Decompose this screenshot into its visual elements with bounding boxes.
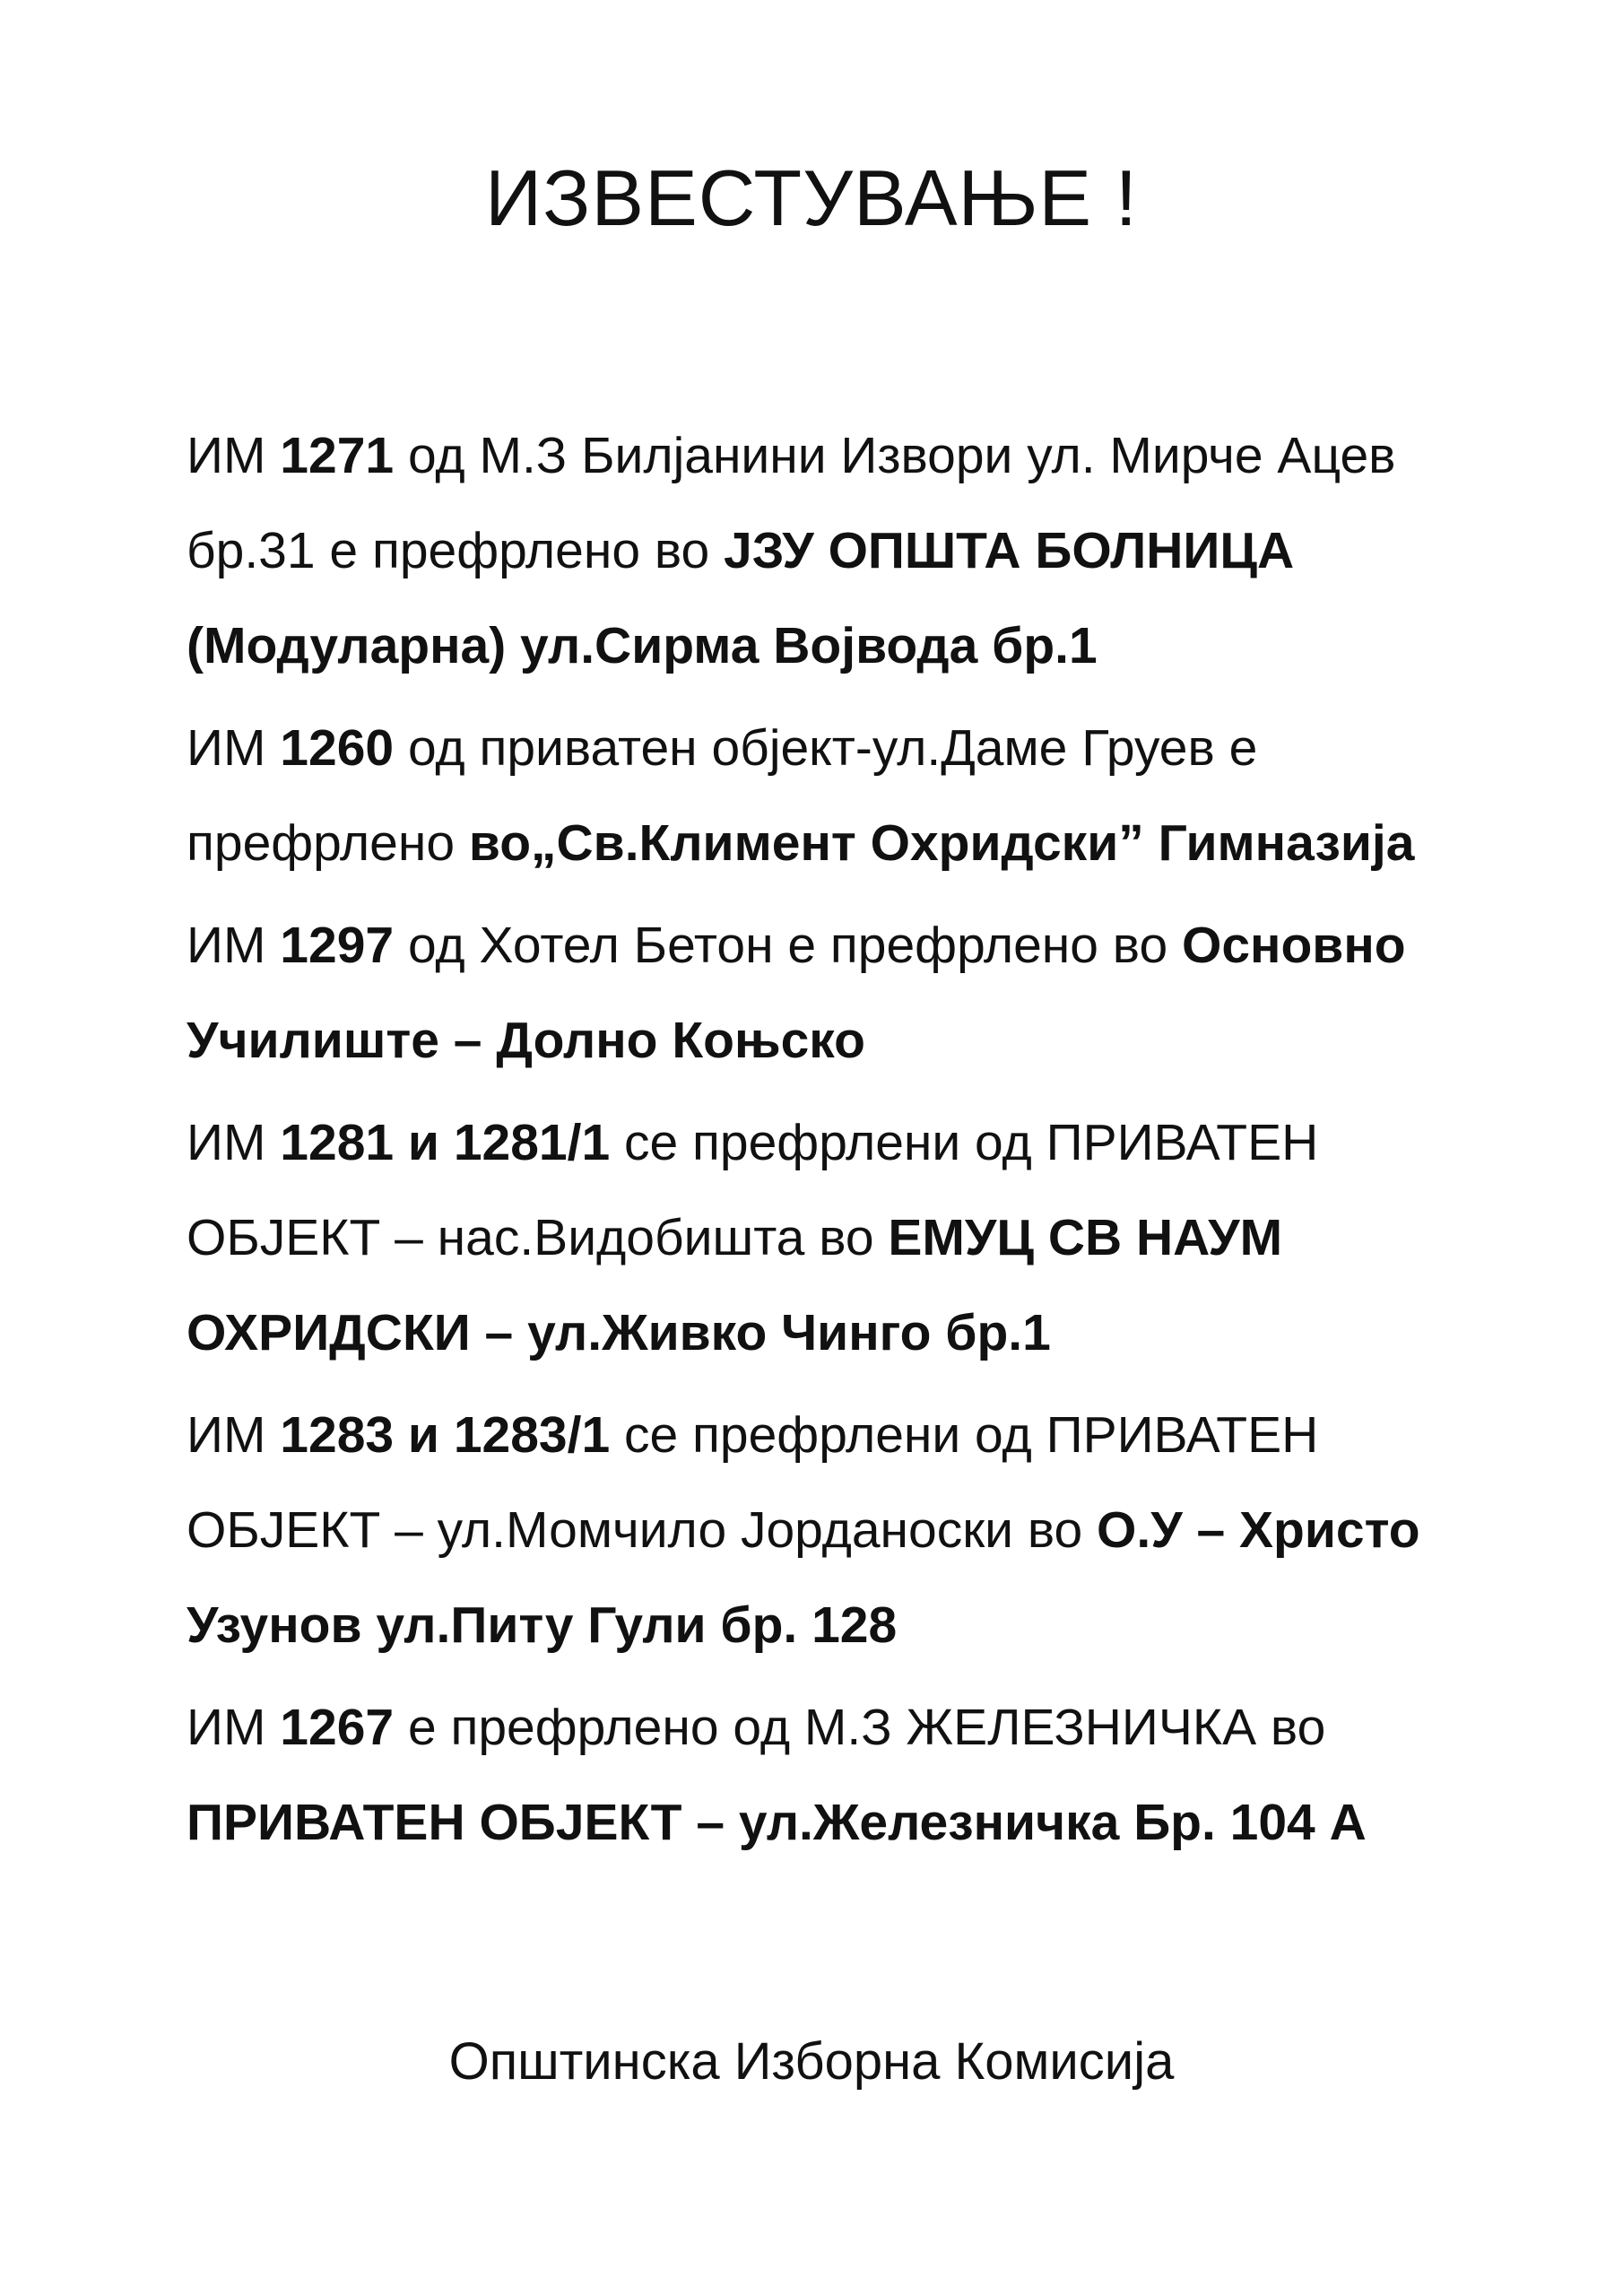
entry-destination: ЈЗУ ОПШТА БОЛНИЦА (Модуларна) ул.Сирма Војвода бр.1	[187, 522, 1295, 674]
entry-destination: ЕМУЦ СВ НАУМ ОХРИДСКИ – ул.Живко Чинго бр.1	[187, 1209, 1283, 1361]
entry-im-number: 1267	[280, 1699, 395, 1756]
notice-entry-1267	[187, 1680, 1505, 1870]
entry-destination: во„Св.Климент Охридски” Гимназија	[468, 814, 1415, 872]
entry-im-label: ИМ	[187, 1114, 281, 1171]
notice-list	[187, 408, 1505, 1877]
notice-entry-1271	[187, 408, 1505, 693]
notice-entry-1260	[187, 700, 1505, 891]
entry-im-label: ИМ	[187, 1406, 281, 1464]
entry-im-number: 1297	[280, 917, 395, 974]
notice-title: ИЗВЕСТУВАЊЕ !	[484, 153, 1139, 242]
notice-entry-1283	[187, 1387, 1505, 1673]
entry-text: се префрлени од ПРИВАТЕН ОБЈЕКТ – ул.Момчило Јорданоски во	[187, 1406, 1319, 1559]
entry-im-label: ИМ	[187, 917, 281, 974]
entry-im-number: 1260	[280, 719, 395, 777]
entry-im-label: ИМ	[187, 427, 281, 484]
notice-entry-1297	[187, 898, 1505, 1088]
commission-signature: Општинска Изборна Комисија	[448, 2032, 1175, 2091]
entry-destination: ПРИВАТЕН ОБЈЕКТ – ул.Железничка Бр. 104 А	[187, 1794, 1367, 1851]
entry-text: е префрлено од М.З ЖЕЛЕЗНИЧКА во	[394, 1699, 1326, 1756]
entry-im-number: 1281 и 1281/1	[280, 1114, 611, 1171]
entry-destination: Основно Училиште – Долно Коњско	[187, 917, 1406, 1069]
entry-im-number: 1283 и 1283/1	[280, 1406, 611, 1464]
entry-text: од М.З Билјанини Извори ул. Мирче Ацев бр.31 е префрлено во	[187, 427, 1396, 579]
entry-im-label: ИМ	[187, 719, 281, 777]
entry-im-number: 1271	[280, 427, 395, 484]
entry-destination: О.У – Христо Узунов ул.Питу Гули бр. 128	[187, 1501, 1420, 1654]
entry-text: од приватен објект-ул.Даме Груев е префрлено	[187, 719, 1258, 872]
entry-text: се префрлени од ПРИВАТЕН ОБЈЕКТ – нас.Видобишта во	[187, 1114, 1319, 1266]
entry-im-label: ИМ	[187, 1699, 281, 1756]
entry-text: од Хотел Бетон е префрлено во	[394, 917, 1182, 974]
notice-entry-1281	[187, 1095, 1505, 1380]
